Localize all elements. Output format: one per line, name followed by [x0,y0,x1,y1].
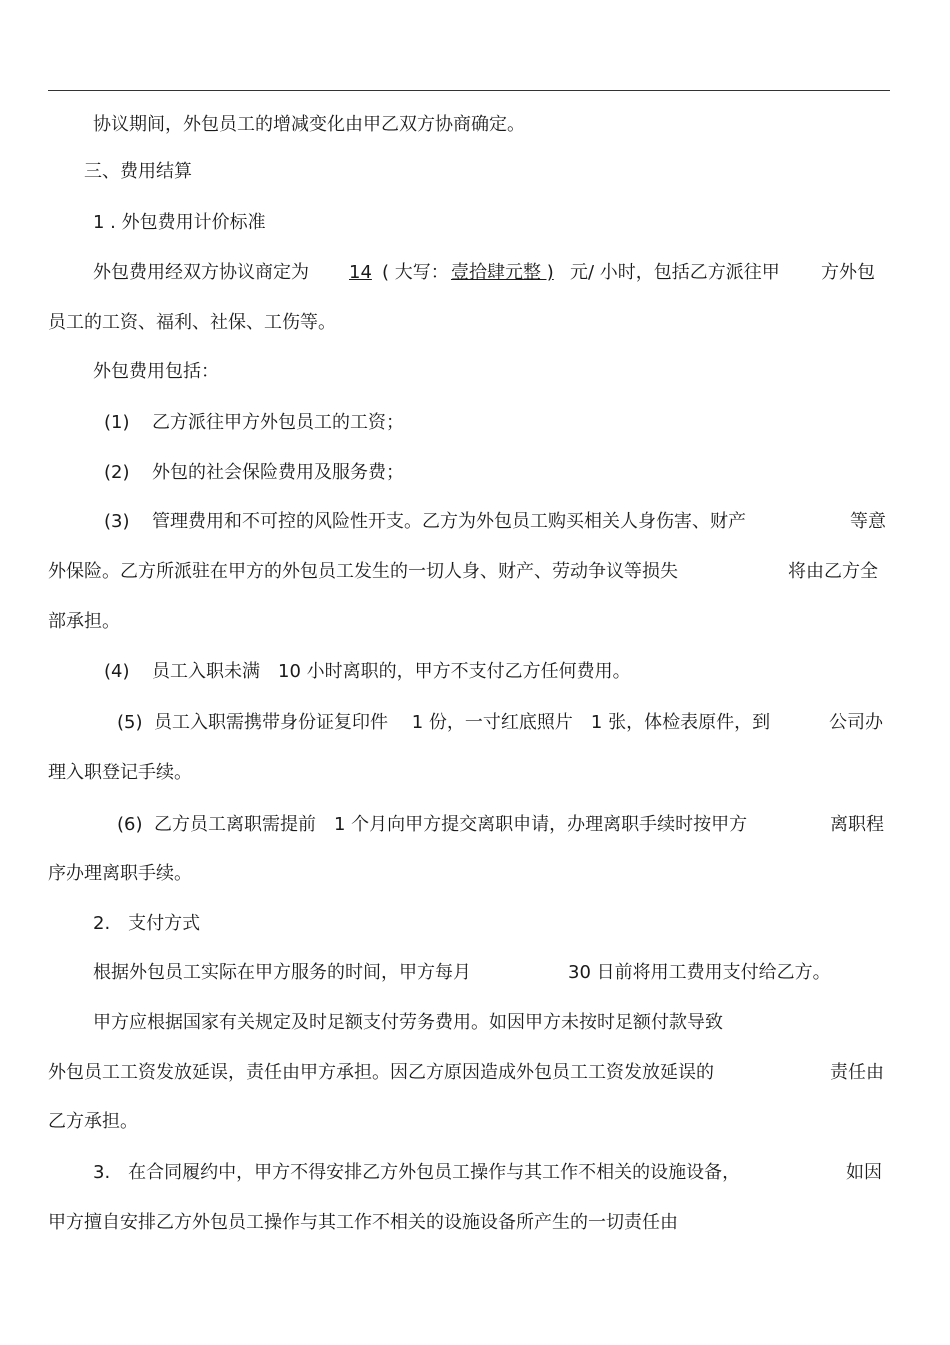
text-line: 方外包 [821,262,875,283]
text-line: 外包员工工资发放延误，责任由甲方承担。因乙方原因造成外包员工工资发放延误的 [48,1062,714,1083]
header-rule [48,90,890,91]
item-number: (1) [104,412,130,433]
list-item: 乙方员工离职需提前 1 个月向甲方提交离职申请，办理离职手续时按甲方 [154,814,748,835]
item-number: (6) [117,814,143,835]
text-line: 序办理离职手续。 [48,863,192,884]
text-line: 协议期间，外包员工的增减变化由甲乙双方协商确定。 [93,114,525,135]
item-number: (4) [104,661,130,682]
list-item: 员工入职未满 10 小时离职的，甲方不支付乙方任何费用。 [152,661,631,682]
text-line: 甲方擅自安排乙方外包员工操作与其工作不相关的设施设备所产生的一切责任由 [48,1212,678,1233]
text-line: 部承担。 [48,611,120,632]
text-line: 外包费用包括： [93,361,219,382]
text-line: 30 日前将用工费用支付给乙方。 [568,962,831,983]
subsection-heading: 2. 支付方式 [93,913,201,934]
text-line: ( 大写： [382,262,449,283]
subsection-heading: 1 . 外包费用计价标准 [93,212,266,233]
text-line: 离职程 [830,814,884,835]
list-item: 员工入职需携带身份证复印件 1 份，一寸红底照片 1 张，体检表原件，到 [154,712,771,733]
text-line: 等意 [850,511,886,532]
text-line: 理入职登记手续。 [48,762,192,783]
text-line: 乙方承担。 [48,1111,138,1132]
price-in-words: 壹拾肆元整 ) [451,262,554,283]
subsection-heading: 3. 在合同履约中，甲方不得安排乙方外包员工操作与其工作不相关的设施设备， [93,1162,741,1183]
price-value: 14 [349,262,372,283]
list-item: 外包的社会保险费用及服务费； [152,462,404,483]
text-line: 责任由 [830,1062,884,1083]
item-number: (5) [117,712,143,733]
text-line: 外保险。乙方所派驻在甲方的外包员工发生的一切人身、财产、劳动争议等损失 [48,561,678,582]
list-item: 管理费用和不可控的风险性开支。乙方为外包员工购买相关人身伤害、财产 [152,511,746,532]
text-line: 外包费用经双方协议商定为 [93,262,309,283]
text-line: 甲方应根据国家有关规定及时足额支付劳务费用。如因甲方未按时足额付款导致 [93,1012,723,1033]
section-heading: 三、费用结算 [84,161,192,182]
text-line: 员工的工资、福利、社保、工伤等。 [48,312,336,333]
text-line: 将由乙方全 [788,561,878,582]
text-line: 根据外包员工实际在甲方服务的时间，甲方每月 [93,962,471,983]
text-line: 如因 [846,1162,882,1183]
text-line: 元/ 小时，包括乙方派往甲 [570,262,780,283]
item-number: (3) [104,511,130,532]
item-number: (2) [104,462,130,483]
text-line: 公司办 [829,712,883,733]
list-item: 乙方派往甲方外包员工的工资； [152,412,404,433]
